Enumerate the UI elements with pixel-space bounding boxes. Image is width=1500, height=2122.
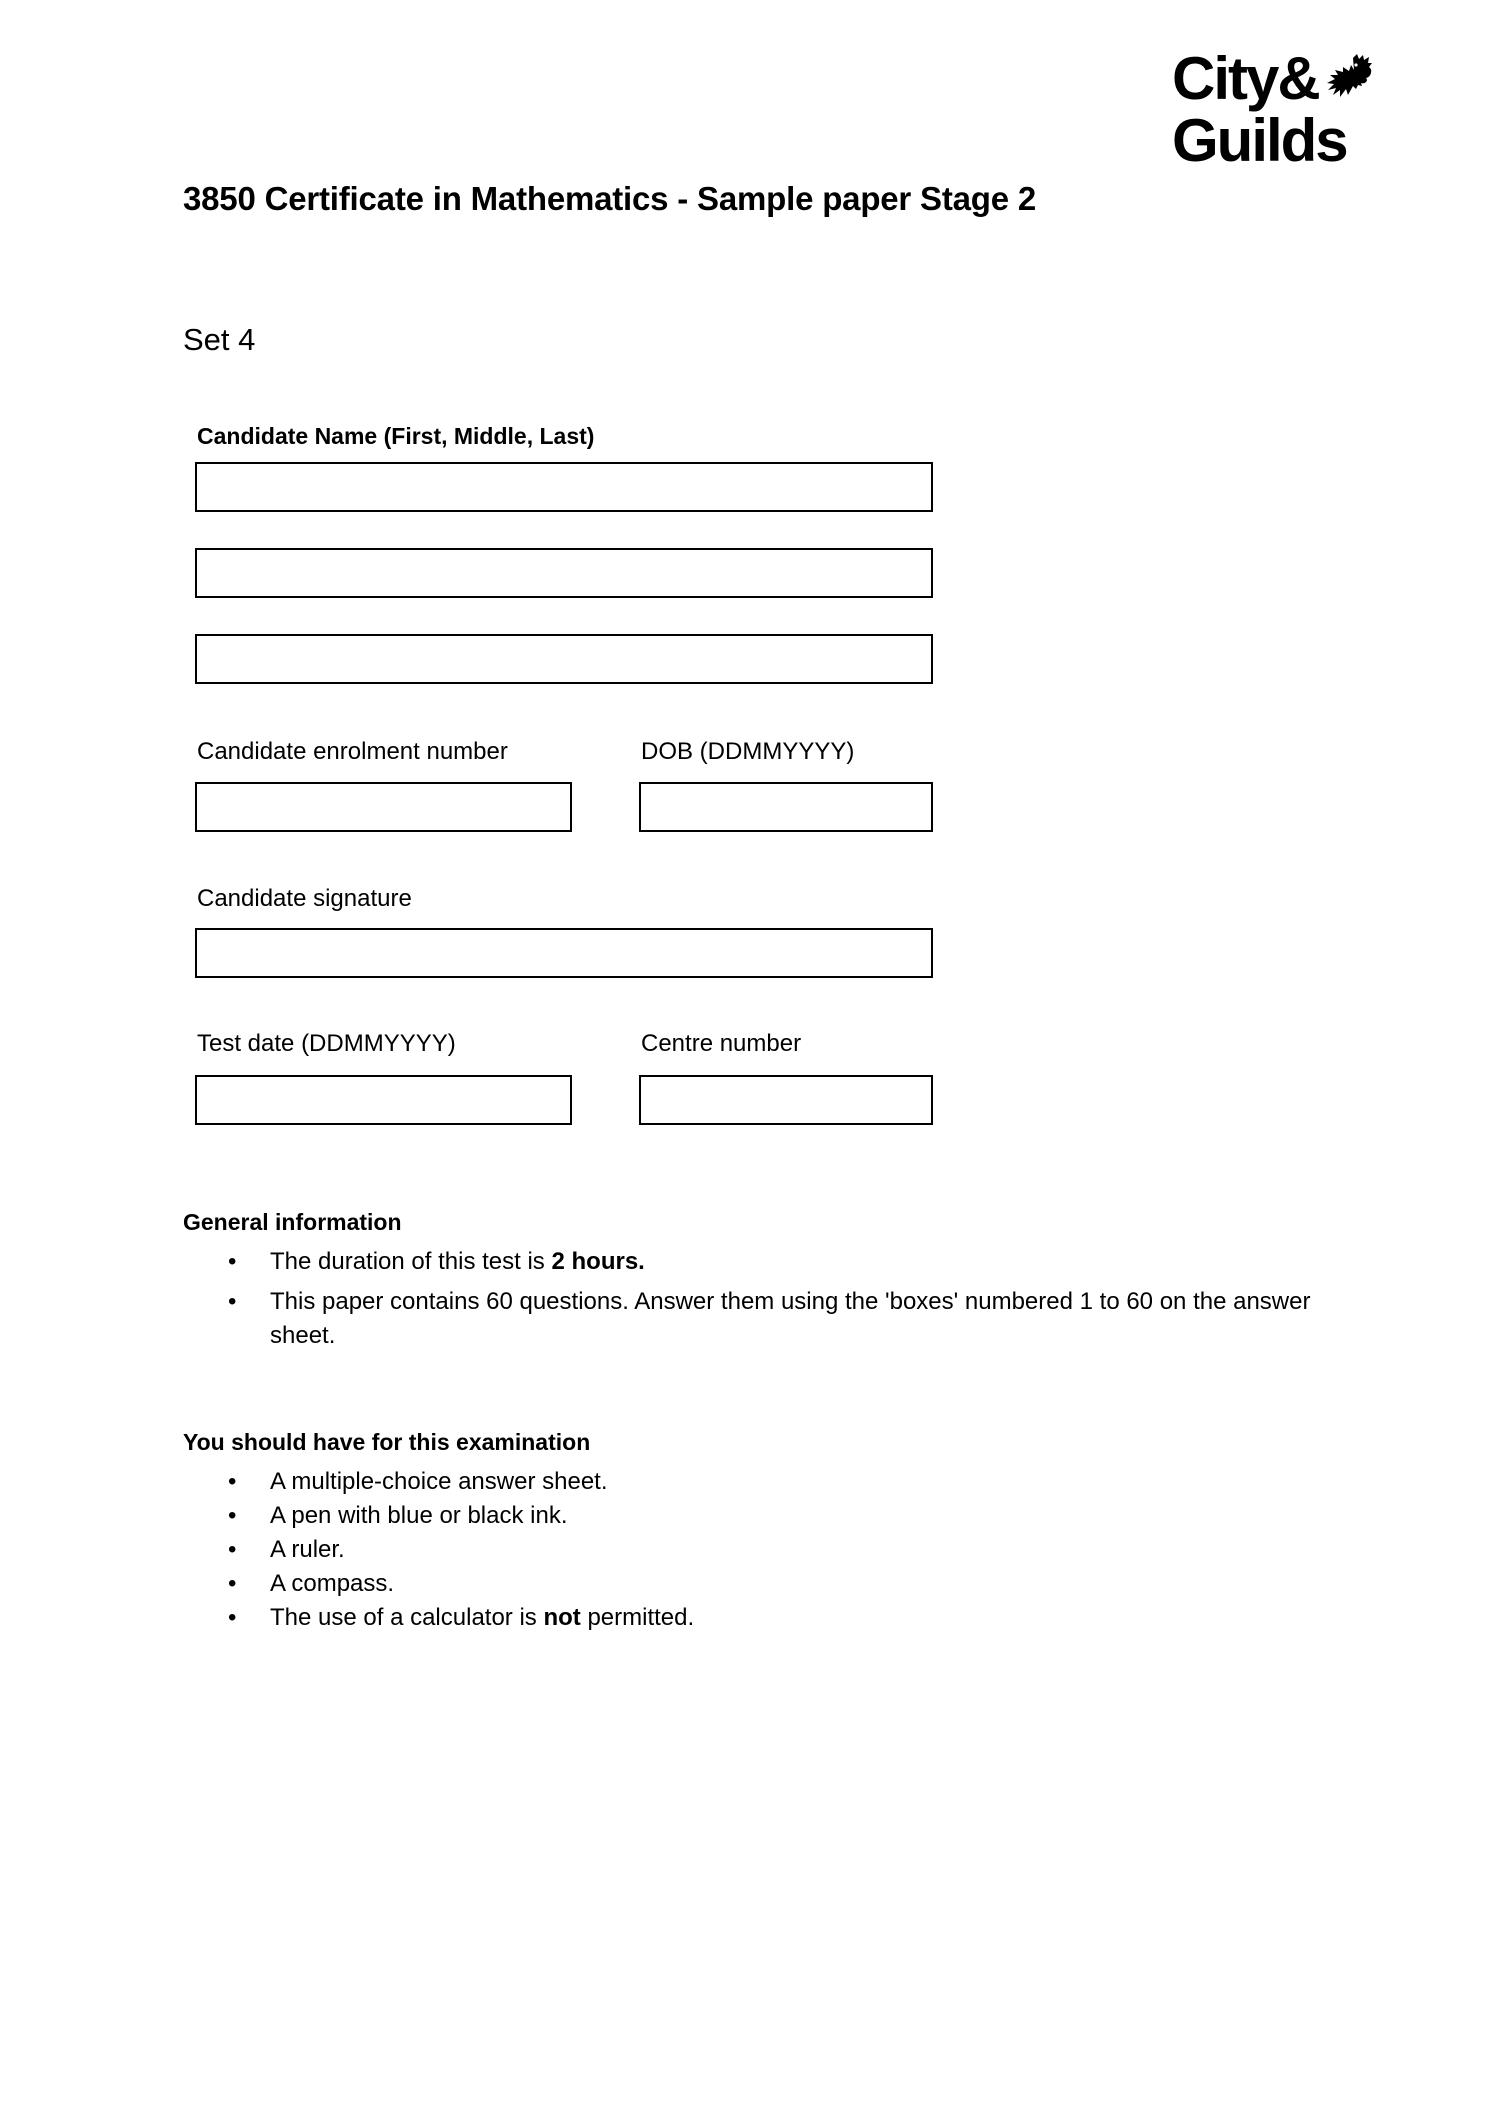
list-item-text: A compass. [270,1570,395,1597]
centre-number-label: Centre number [641,1030,802,1057]
general-information-list [0,1245,1500,1359]
candidate-name-last-box[interactable] [195,634,933,684]
list-item-text: This paper contains 60 questions. Answer them using the 'boxes' numbered 1 to 60 on the answer sheet. [270,1288,1311,1349]
candidate-name-middle-box[interactable] [195,548,933,598]
candidate-name-first-box[interactable] [195,462,933,512]
list-item [0,1601,1500,1635]
bullet-icon: • [228,1502,237,1529]
list-item-text: A pen with blue or black ink. [270,1502,568,1529]
city-and-guilds-logo [1172,45,1412,188]
bullet-icon: • [228,1468,237,1495]
lion-icon [1320,52,1372,108]
bullet-icon: • [228,1288,237,1315]
list-item-text: A multiple-choice answer sheet. [270,1468,608,1495]
requirements-list [0,1465,1500,1635]
list-item-emphasis: 2 hours. [551,1248,645,1275]
brand-name-line1: City& [1172,45,1319,112]
test-date-box[interactable] [195,1075,572,1125]
list-item [0,1285,1500,1353]
set-label: Set 4 [183,322,256,357]
general-information-heading: General information [183,1209,402,1235]
test-date-label: Test date (DDMMYYYY) [197,1030,456,1057]
bullet-icon: • [228,1248,237,1275]
page-title: 3850 Certificate in Mathematics - Sample paper Stage 2 [183,180,1037,217]
list-item-text: The use of a calculator is not permitted. [270,1604,695,1631]
dob-box[interactable] [639,782,933,832]
list-item [0,1533,1500,1567]
list-item-text: A ruler. [270,1536,345,1563]
list-item-emphasis: not [543,1604,581,1631]
requirements-heading: You should have for this examination [183,1429,591,1455]
list-item [0,1499,1500,1533]
list-item [0,1465,1500,1499]
dob-label: DOB (DDMMYYYY) [641,738,855,765]
brand-name-line2: Guilds [1172,107,1347,174]
bullet-icon: • [228,1536,237,1563]
candidate-enrolment-label: Candidate enrolment number [197,738,508,765]
bullet-icon: • [228,1570,237,1597]
centre-number-box[interactable] [639,1075,933,1125]
bullet-icon: • [228,1604,237,1631]
candidate-name-label: Candidate Name (First, Middle, Last) [197,423,595,449]
candidate-signature-box[interactable] [195,928,933,978]
candidate-signature-label: Candidate signature [197,885,412,912]
list-item [0,1567,1500,1601]
candidate-enrolment-box[interactable] [195,782,572,832]
list-item-text: The duration of this test is 2 hours. [270,1248,645,1275]
list-item [0,1245,1500,1279]
